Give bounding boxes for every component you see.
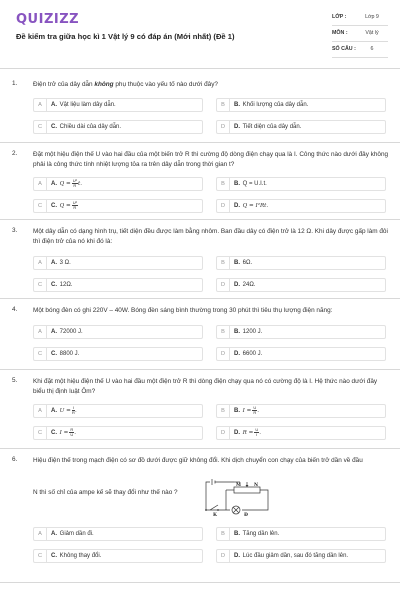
question-number: 5.	[12, 377, 18, 384]
question-text: Hiệu điện thế trong mạch điện có sơ đồ dưới được giữ không đổi. Khi dịch chuyển con chạy của biến trở dần về đầu	[33, 457, 363, 464]
option-d[interactable]	[216, 549, 386, 563]
option-content: 8800 J.	[59, 351, 80, 357]
option-letter: B	[217, 405, 230, 417]
option-label: C.	[51, 351, 57, 357]
option-text	[51, 99, 116, 111]
option-letter: A	[34, 257, 47, 269]
option-text	[51, 326, 83, 338]
option-b[interactable]	[216, 256, 386, 270]
fraction-denominator: U	[70, 431, 74, 437]
fraction-numerator: U	[255, 426, 259, 432]
option-a[interactable]	[33, 256, 203, 270]
option-letter: B	[217, 178, 230, 190]
option-letter: A	[34, 405, 47, 417]
option-letter: C	[34, 200, 47, 212]
question-text: Một bóng đèn có ghi 220V – 40W. Bóng đèn sáng bình thường trong 30 phút thì tiêu thụ lượng điện năng:	[33, 307, 333, 314]
option-letter: D	[217, 279, 230, 291]
option-text	[51, 200, 78, 212]
option-content: 6Ω.	[242, 260, 253, 266]
question-text-part: Điện trở của dây dẫn	[33, 81, 95, 88]
option-label: C.	[51, 203, 57, 209]
option-letter: A	[34, 178, 47, 190]
option-c[interactable]	[33, 426, 203, 440]
option-label: C.	[51, 124, 57, 130]
formula: Q =	[59, 203, 71, 209]
formula-suffix: .	[74, 408, 77, 414]
document-title: Đề kiểm tra giữa học kì 1 Vật lý 9 có đáp án (Mới nhất) (Đề 1)	[16, 32, 235, 41]
option-letter: A	[34, 326, 47, 338]
question-number: 4.	[12, 306, 18, 313]
option-c[interactable]	[33, 347, 203, 361]
option-label: B.	[234, 408, 240, 414]
circuit-diagram	[196, 476, 276, 516]
option-label: C.	[51, 430, 57, 436]
formula: I =	[59, 430, 69, 436]
option-b[interactable]	[216, 404, 386, 418]
option-letter: C	[34, 550, 47, 562]
formula-suffix: t.	[77, 181, 82, 187]
meta-class-label: LỚP :	[332, 14, 347, 20]
question-text	[33, 80, 390, 90]
option-label: A.	[51, 531, 57, 537]
option-label: B.	[234, 181, 240, 187]
option-text	[51, 257, 71, 269]
fraction-denominator: I	[256, 431, 258, 437]
option-label: C.	[51, 282, 57, 288]
option-content: Giảm dần đi.	[59, 531, 94, 537]
meta-subject	[332, 26, 388, 42]
option-label: B.	[234, 531, 240, 537]
formula: U =	[59, 408, 71, 414]
question-text: Đặt một hiệu điện thế U vào hai đầu của một biến trở R thì cường độ dòng điện chạy qua là I. Công thức nào dưới đây không phải là công thức tính nhiệt lượng tỏa ra trên dây dẫn trong thời gian t?	[33, 151, 389, 168]
option-label: D.	[234, 282, 240, 288]
option-text	[51, 405, 77, 417]
option-text	[234, 178, 267, 190]
option-text	[51, 348, 79, 360]
formula: I =	[242, 408, 252, 414]
option-letter: C	[34, 279, 47, 291]
fraction-numerator: U²	[72, 177, 77, 183]
option-content: 12Ω.	[59, 282, 73, 288]
option-content: 3 Ω.	[59, 260, 71, 266]
fraction-numerator: U	[253, 404, 257, 410]
question-divider	[0, 142, 400, 143]
option-content: 24Ω.	[242, 282, 256, 288]
option-letter: B	[217, 257, 230, 269]
fraction-denominator: R	[71, 409, 75, 415]
option-a[interactable]	[33, 404, 203, 418]
fraction-denominator: R	[73, 204, 77, 210]
option-label: A.	[51, 102, 57, 108]
option-text	[234, 121, 301, 133]
header-divider	[0, 68, 400, 69]
question-divider	[0, 369, 400, 370]
option-c[interactable]	[33, 278, 203, 292]
question-number: 3.	[12, 227, 18, 234]
question-number: 1.	[12, 80, 18, 87]
option-content: Vật liệu làm dây dẫn.	[59, 102, 116, 108]
option-letter: D	[217, 427, 230, 439]
option-d[interactable]	[216, 426, 386, 440]
formula-suffix: .	[259, 430, 262, 436]
formula-suffix: .	[74, 430, 77, 436]
option-content: Q = U.I.t.	[242, 181, 267, 187]
option-content: Tăng dần lên.	[242, 531, 280, 537]
option-text	[234, 405, 259, 417]
question-text-continued: N thì số chỉ của ampe kế sẽ thay đổi như thế nào ?	[33, 489, 178, 496]
option-letter: A	[34, 528, 47, 540]
option-c[interactable]	[33, 199, 203, 213]
option-text	[234, 200, 268, 212]
option-letter: C	[34, 427, 47, 439]
option-content: Lúc đầu giảm dần, sau đó tăng dần lên.	[242, 553, 349, 559]
meta-count-value: 6	[370, 46, 374, 52]
option-text	[51, 528, 94, 540]
option-text	[234, 550, 348, 562]
option-text	[51, 427, 76, 439]
option-letter: D	[217, 121, 230, 133]
option-d[interactable]	[216, 120, 386, 134]
terminal-n-label: N	[254, 483, 259, 488]
option-text	[234, 279, 256, 291]
option-content: Không thay đổi.	[59, 553, 102, 559]
option-b[interactable]	[216, 177, 386, 191]
meta-class-value: Lớp 9	[365, 14, 379, 20]
option-letter: A	[34, 99, 47, 111]
meta-count	[332, 42, 388, 58]
option-content: Tiết diện của dây dẫn.	[242, 124, 302, 130]
option-label: B.	[234, 102, 240, 108]
meta-class	[332, 10, 388, 26]
question-text-emphasis: không	[94, 81, 114, 88]
terminal-m-label: M	[236, 483, 241, 488]
formula: Q = I²Rt.	[242, 203, 269, 209]
option-text	[234, 99, 308, 111]
question-text-part: phụ thuộc vào yếu tố nào dưới đây?	[113, 81, 218, 88]
option-c[interactable]	[33, 549, 203, 563]
option-letter: B	[217, 99, 230, 111]
fraction-numerator: U²	[72, 199, 77, 205]
question-text: Một dây dẫn có dạng hình trụ, tiết diện đều được làm bằng nhôm. Ban đầu dây có điện trở là 12 Ω. Khi dây được gấp làm đôi thì điện trở của nó khi đó là:	[33, 228, 388, 245]
meta-subject-value: Vật lý	[365, 30, 379, 36]
option-text	[234, 326, 262, 338]
option-label: A.	[51, 329, 57, 335]
option-text	[51, 121, 121, 133]
option-b[interactable]	[216, 325, 386, 339]
option-label: D.	[234, 430, 240, 436]
question-divider	[0, 298, 400, 299]
option-content: Khối lượng của dây dẫn.	[242, 102, 309, 108]
switch-k-label: K	[213, 513, 217, 516]
question-number: 2.	[12, 150, 18, 157]
meta-panel	[332, 10, 388, 58]
option-label: A.	[51, 408, 57, 414]
option-letter: D	[217, 200, 230, 212]
option-a[interactable]	[33, 98, 203, 112]
option-text	[51, 550, 101, 562]
option-letter: C	[34, 121, 47, 133]
option-label: D.	[234, 124, 240, 130]
option-label: C.	[51, 553, 57, 559]
option-text	[234, 348, 262, 360]
option-a[interactable]	[33, 325, 203, 339]
option-label: D.	[234, 351, 240, 357]
worksheet-header	[16, 10, 388, 62]
question-divider	[0, 448, 400, 449]
option-label: B.	[234, 329, 240, 335]
option-d[interactable]	[216, 278, 386, 292]
question-number: 6.	[12, 456, 18, 463]
option-letter: B	[217, 326, 230, 338]
meta-subject-label: MÔN :	[332, 30, 348, 36]
option-label: D.	[234, 203, 240, 209]
option-letter: C	[34, 348, 47, 360]
option-label: A.	[51, 260, 57, 266]
question-divider	[0, 582, 400, 583]
option-d[interactable]	[216, 347, 386, 361]
option-text	[234, 257, 252, 269]
question-text: Khi đặt một hiệu điện thế U vào hai đầu một điện trở R thì dòng điện chạy qua nó có cường độ là I. Hệ thức nào dưới đây biểu thị định luật Ôm?	[33, 378, 378, 395]
option-text	[234, 528, 279, 540]
fraction-numerator: R	[70, 426, 74, 432]
option-text	[51, 279, 73, 291]
fraction-denominator: R	[253, 409, 257, 415]
option-letter: D	[217, 348, 230, 360]
formula-suffix: .	[257, 408, 260, 414]
option-letter: D	[217, 550, 230, 562]
fraction	[72, 201, 78, 210]
option-a[interactable]	[33, 527, 203, 541]
fraction-denominator: R	[73, 182, 77, 188]
question-divider	[0, 219, 400, 220]
option-label: A.	[51, 181, 57, 187]
formula: Q =	[59, 181, 71, 187]
lamp-d-label: Đ	[244, 513, 248, 516]
option-letter: B	[217, 528, 230, 540]
option-label: B.	[234, 260, 240, 266]
option-c[interactable]	[33, 120, 203, 134]
option-content: Chiều dài của dây dẫn.	[59, 124, 122, 130]
option-text	[234, 427, 261, 439]
meta-count-label: SỐ CÂU :	[332, 46, 356, 52]
option-text	[51, 178, 82, 190]
option-d[interactable]	[216, 199, 386, 213]
option-label: D.	[234, 553, 240, 559]
formula: R =	[242, 430, 254, 436]
option-content: 6600 J.	[242, 351, 263, 357]
option-a[interactable]	[33, 177, 203, 191]
quizizz-logo: QUIZIZZ	[16, 12, 80, 27]
option-content: 72000 J.	[59, 329, 83, 335]
option-b[interactable]	[216, 527, 386, 541]
option-content: 1200 J.	[242, 329, 263, 335]
option-b[interactable]	[216, 98, 386, 112]
fraction-numerator: I	[72, 404, 74, 410]
